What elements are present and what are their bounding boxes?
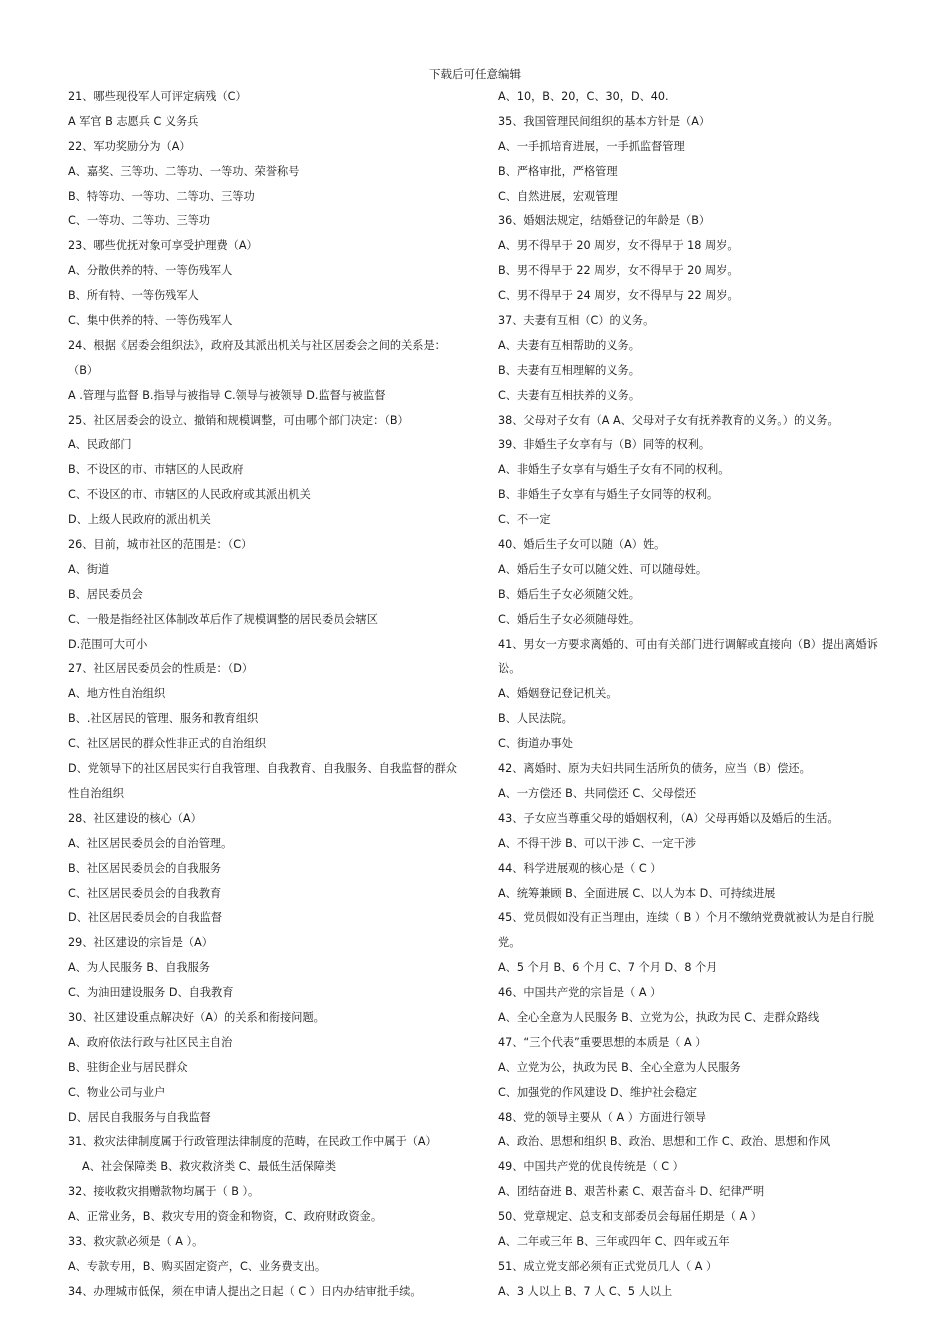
text-line: B、非婚生子女享有与婚生子女同等的权利。 bbox=[498, 488, 719, 502]
text-line: A、政府依法行政与社区民主自治 bbox=[68, 1035, 233, 1049]
text-line: 23、哪些优抚对象可享受护理费（A） bbox=[68, 239, 258, 253]
text-line: A、一手抓培育进展，一手抓监督管理 bbox=[498, 139, 685, 153]
text-line: C、加强党的作风建设 D、维护社会稳定 bbox=[498, 1085, 697, 1099]
text-line: A、社区居民委员会的自治管理。 bbox=[68, 836, 233, 850]
text-line: B、严格审批，严格管理 bbox=[498, 164, 618, 178]
text-line: A、正常业务，B、救灾专用的资金和物资，C、政府财政资金。 bbox=[68, 1210, 383, 1224]
text-line: 36、婚姻法规定，结婚登记的年龄是（B） bbox=[498, 214, 711, 228]
text-line: 21、哪些现役军人可评定病残（C） bbox=[68, 90, 247, 103]
text-line: 45、党员假如没有正当理由，连续（ B ）个月不缴纳党费就被认为是自行脱 bbox=[498, 911, 874, 925]
text-line: 38、父母对子女有（A A、父母对子女有抚养教育的义务。）的义务。 bbox=[498, 413, 839, 427]
text-line: A 军官 B 志愿兵 C 义务兵 bbox=[68, 114, 199, 128]
text-line: 39、非婚生子女享有与（B）同等的权利。 bbox=[498, 438, 711, 452]
text-line: D.范围可大可小 bbox=[68, 637, 148, 651]
text-line: 22、军功奖励分为（A） bbox=[68, 139, 191, 153]
text-line: C、集中供养的特、一等伤残军人 bbox=[68, 314, 233, 328]
left-column bbox=[68, 85, 488, 1305]
text-line: A、分散供养的特、一等伤残军人 bbox=[68, 264, 233, 278]
text-line: A、社会保障类 B、救灾救济类 C、最低生活保障类 bbox=[82, 1160, 337, 1174]
text-line: A、非婚生子女享有与婚生子女有不同的权利。 bbox=[498, 463, 730, 477]
text-line: B、居民委员会 bbox=[68, 587, 143, 601]
text-line: A、专款专用，B、购买固定资产，C、业务费支出。 bbox=[68, 1259, 327, 1273]
text-line: （B） bbox=[68, 363, 99, 377]
text-line: B、夫妻有互相理解的义务。 bbox=[498, 363, 640, 377]
text-line: 讼。 bbox=[498, 662, 521, 676]
text-line: 28、社区建设的核心（A） bbox=[68, 811, 202, 825]
text-line: B、驻街企业与居民群众 bbox=[68, 1060, 188, 1074]
text-line: B、不设区的市、市辖区的人民政府 bbox=[68, 463, 244, 477]
text-line: 29、社区建设的宗旨是（A） bbox=[68, 936, 213, 950]
text-line: 34、办理城市低保，须在申请人提出之日起（ C ）日内办结审批手续。 bbox=[68, 1284, 422, 1298]
text-line: C、街道办事处 bbox=[498, 737, 573, 751]
text-line: 44、科学进展观的核心是（ C ） bbox=[498, 861, 662, 875]
text-line: 48、党的领导主要从（ A ）方面进行领导 bbox=[498, 1110, 707, 1124]
text-line: 27、社区居民委员会的性质是：（D） bbox=[68, 662, 254, 676]
text-line: 性自治组织 bbox=[68, 786, 124, 800]
text-line: A、统筹兼顾 B、全面进展 C、以人为本 D、可持续进展 bbox=[498, 886, 776, 900]
text-line: D、党领导下的社区居民实行自我管理、自我教育、自我服务、自我监督的群众 bbox=[68, 762, 457, 776]
text-line: B、男不得早于 22 周岁，女不得早于 20 周岁。 bbox=[498, 264, 739, 278]
text-line: A、地方性自治组织 bbox=[68, 687, 166, 701]
text-line: A、街道 bbox=[68, 562, 110, 576]
text-line: A、民政部门 bbox=[68, 438, 132, 452]
text-line: 37、夫妻有互相（C）的义务。 bbox=[498, 314, 655, 328]
text-line: C、一般是指经社区体制改革后作了规模调整的居民委员会辖区 bbox=[68, 612, 378, 626]
text-line: 26、目前，城市社区的范围是：（C） bbox=[68, 538, 253, 552]
text-line: D、社区居民委员会的自我监督 bbox=[68, 911, 223, 925]
text-line: C、物业公司与业户 bbox=[68, 1085, 166, 1099]
text-line: A、10，B、20，C、30，D、40. bbox=[498, 90, 669, 103]
text-line: B、人民法院。 bbox=[498, 712, 573, 726]
text-line: A .管理与监督 B.指导与被指导 C.领导与被领导 D.监督与被监督 bbox=[68, 388, 386, 402]
text-line: 24、根据《居委会组织法》，政府及其派出机关与社区居委会之间的关系是： bbox=[68, 338, 446, 352]
text-line: 41、男女一方要求离婚的、可由有关部门进行调解或直接向（B）提出离婚诉 bbox=[498, 637, 878, 651]
text-line: B、婚后生子女必须随父姓。 bbox=[498, 587, 640, 601]
text-line: A、嘉奖、三等功、二等功、一等功、荣誉称号 bbox=[68, 164, 300, 178]
text-line: C、一等功、二等功、三等功 bbox=[68, 214, 211, 228]
text-line: 31、救灾法律制度属于行政管理法律制度的范畴，在民政工作中属于（A） bbox=[68, 1135, 437, 1149]
text-line: 40、婚后生子女可以随（A）姓。 bbox=[498, 538, 666, 552]
text-line: D、上级人民政府的派出机关 bbox=[68, 513, 211, 527]
text-line: C、婚后生子女必须随母姓。 bbox=[498, 612, 641, 626]
right-column bbox=[498, 85, 908, 1305]
text-line: A、婚姻登记登记机关。 bbox=[498, 687, 618, 701]
text-line: 25、社区居委会的设立、撤销和规模调整，可由哪个部门决定：（B） bbox=[68, 413, 409, 427]
text-line: C、社区居民委员会的自我教育 bbox=[68, 886, 222, 900]
text-line: 35、我国管理民间组织的基本方针是（A） bbox=[498, 114, 711, 128]
text-line: 42、离婚时、原为夫妇共同生活所负的债务，应当（B）偿还。 bbox=[498, 762, 811, 776]
text-line: A、夫妻有互相帮助的义务。 bbox=[498, 338, 640, 352]
text-line: A、3 人以上 B、7 人 C、5 人以上 bbox=[498, 1284, 673, 1298]
text-line: C、男不得早于 24 周岁，女不得早与 22 周岁。 bbox=[498, 289, 739, 303]
text-line: 30、社区建设重点解决好（A）的关系和衔接问题。 bbox=[68, 1010, 325, 1024]
text-line: B、所有特、一等伤残军人 bbox=[68, 289, 199, 303]
text-line: A、全心全意为人民服务 B、立党为公，执政为民 C、走群众路线 bbox=[498, 1010, 820, 1024]
text-line: A、一方偿还 B、共同偿还 C、父母偿还 bbox=[498, 786, 697, 800]
text-line: C、为油田建设服务 D、自我教育 bbox=[68, 986, 234, 1000]
text-line: A、立党为公，执政为民 B、全心全意为人民服务 bbox=[498, 1060, 741, 1074]
text-line: A、二年或三年 B、三年或四年 C、四年或五年 bbox=[498, 1234, 730, 1248]
text-line: 32、接收救灾捐赠款物均属于（ B ）。 bbox=[68, 1185, 260, 1199]
text-line: C、不一定 bbox=[498, 513, 551, 527]
text-line: A、婚后生子女可以随父姓、可以随母姓。 bbox=[498, 562, 708, 576]
text-line: A、男不得早于 20 周岁，女不得早于 18 周岁。 bbox=[498, 239, 739, 253]
text-line: 43、子女应当尊重父母的婚姻权利，（A）父母再婚以及婚后的生活。 bbox=[498, 811, 839, 825]
text-line: C、夫妻有互相扶养的义务。 bbox=[498, 388, 641, 402]
text-line: B、特等功、一等功、二等功、三等功 bbox=[68, 189, 255, 203]
text-line: 33、救灾款必须是（ A ）。 bbox=[68, 1234, 204, 1248]
text-line: 50、党章规定、总支和支部委员会每届任期是（ A ） bbox=[498, 1210, 762, 1224]
text-line: C、自然进展，宏观管理 bbox=[498, 189, 618, 203]
text-line: 党。 bbox=[498, 936, 521, 950]
text-line: B、.社区居民的管理、服务和教育组织 bbox=[68, 712, 259, 726]
text-line: 49、中国共产党的优良传统是（ C ） bbox=[498, 1160, 684, 1174]
text-line: A、为人民服务 B、自我服务 bbox=[68, 961, 210, 975]
text-line: 46、中国共产党的宗旨是（ A ） bbox=[498, 986, 662, 1000]
page-header: 下载后可任意编辑 bbox=[429, 67, 521, 81]
text-line: C、社区居民的群众性非正式的自治组织 bbox=[68, 737, 267, 751]
text-line: 47、“三个代表”重要思想的本质是（ A ） bbox=[498, 1035, 707, 1049]
text-line: A、不得干涉 B、可以干涉 C、一定干涉 bbox=[498, 836, 697, 850]
text-line: 51、成立党支部必须有正式党员几人（ A ） bbox=[498, 1259, 718, 1273]
text-line: B、社区居民委员会的自我服务 bbox=[68, 861, 222, 875]
text-line: A、5 个月 B、6 个月 C、7 个月 D、8 个月 bbox=[498, 961, 718, 975]
text-line: C、不设区的市、市辖区的人民政府或其派出机关 bbox=[68, 488, 311, 502]
text-line: A、政治、思想和组织 B、政治、思想和工作 C、政治、思想和作风 bbox=[498, 1135, 831, 1149]
text-line: D、居民自我服务与自我监督 bbox=[68, 1110, 211, 1124]
text-line: A、团结奋进 B、艰苦朴素 C、艰苦奋斗 D、纪律严明 bbox=[498, 1185, 765, 1199]
